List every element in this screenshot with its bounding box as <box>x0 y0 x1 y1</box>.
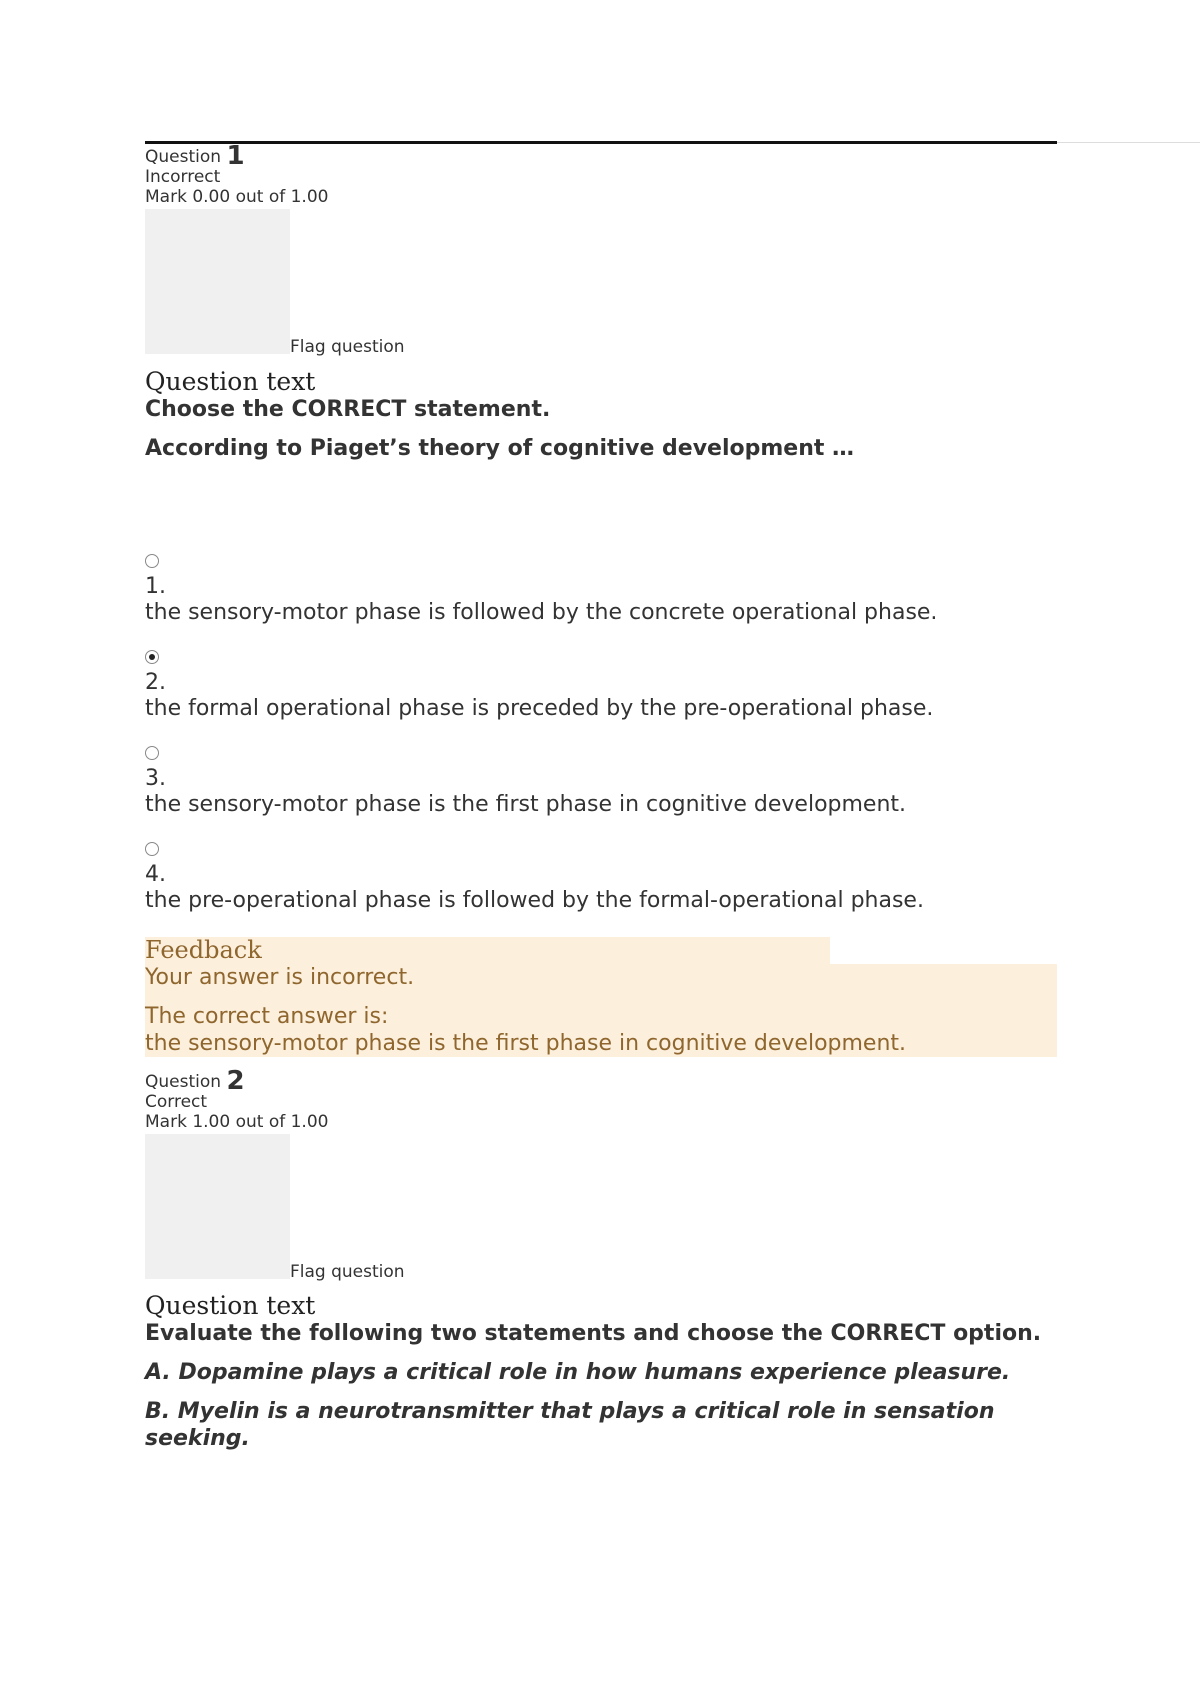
option-number: 1. <box>145 574 166 599</box>
question-2-text <box>145 1292 1057 1452</box>
radio-button[interactable] <box>145 746 159 760</box>
option-text[interactable]: the pre-operational phase is followed by the formal-operational phase. <box>145 888 924 913</box>
flag-icon[interactable] <box>145 1134 290 1279</box>
question-number: 2 <box>226 1066 245 1096</box>
flag-question-label[interactable]: Flag question <box>290 337 405 357</box>
question-number: 1 <box>226 141 245 171</box>
radio-button[interactable] <box>145 554 159 568</box>
feedback-title: Feedback <box>145 936 262 964</box>
question-mark: Mark 1.00 out of 1.00 <box>145 1112 329 1132</box>
question-2-info <box>145 1066 1057 1282</box>
radio-button-selected[interactable] <box>145 650 159 664</box>
question-1-info <box>145 141 1057 357</box>
statement-a: A. Dopamine plays a critical role in how humans experience pleasure. <box>145 1360 1011 1385</box>
answer-option-2[interactable] <box>145 650 1057 722</box>
question-text-heading: Question text <box>145 367 316 396</box>
statement-b: B. Myelin is a neurotransmitter that plays a critical role in sensation seeking. <box>145 1399 995 1451</box>
question-label: Question <box>145 147 222 167</box>
question-prompt: Evaluate the following two statements and choose the CORRECT option. <box>145 1321 1042 1346</box>
feedback-result: Your answer is incorrect. <box>145 965 415 990</box>
question-1-text <box>145 368 1057 462</box>
flag-question-label[interactable]: Flag question <box>290 1262 405 1282</box>
radio-button[interactable] <box>145 842 159 856</box>
question-2-header <box>145 1066 1057 1096</box>
answer-option-3[interactable] <box>145 746 1057 818</box>
question-state: Incorrect <box>145 167 221 187</box>
flag-question-control[interactable] <box>145 209 1057 357</box>
feedback-correct-label: The correct answer is: <box>145 1004 389 1029</box>
question-text-heading: Question text <box>145 1291 316 1320</box>
top-rule <box>145 141 1057 144</box>
question-stem: According to Piaget’s theory of cognitive development … <box>145 436 855 461</box>
answer-options <box>145 554 1057 914</box>
answer-option-1[interactable] <box>145 554 1057 626</box>
option-text[interactable]: the formal operational phase is preceded by the pre-operational phase. <box>145 696 934 721</box>
option-text[interactable]: the sensory-motor phase is the first phase in cognitive development. <box>145 792 907 817</box>
flag-question-control[interactable] <box>145 1134 1057 1282</box>
answer-option-4[interactable] <box>145 842 1057 914</box>
question-state: Correct <box>145 1092 208 1112</box>
option-number: 3. <box>145 766 166 791</box>
flag-icon[interactable] <box>145 209 290 354</box>
question-prompt: Choose the CORRECT statement. <box>145 397 551 422</box>
option-number: 4. <box>145 862 166 887</box>
feedback-correct-answer: the sensory-motor phase is the first phase in cognitive development. <box>145 1031 907 1056</box>
question-1-header <box>145 141 1057 171</box>
question-mark: Mark 0.00 out of 1.00 <box>145 187 329 207</box>
option-text[interactable]: the sensory-motor phase is followed by the concrete operational phase. <box>145 600 938 625</box>
feedback-panel <box>145 937 1057 1057</box>
option-number: 2. <box>145 670 166 695</box>
question-label: Question <box>145 1072 222 1092</box>
top-rule-extension <box>1057 142 1200 143</box>
